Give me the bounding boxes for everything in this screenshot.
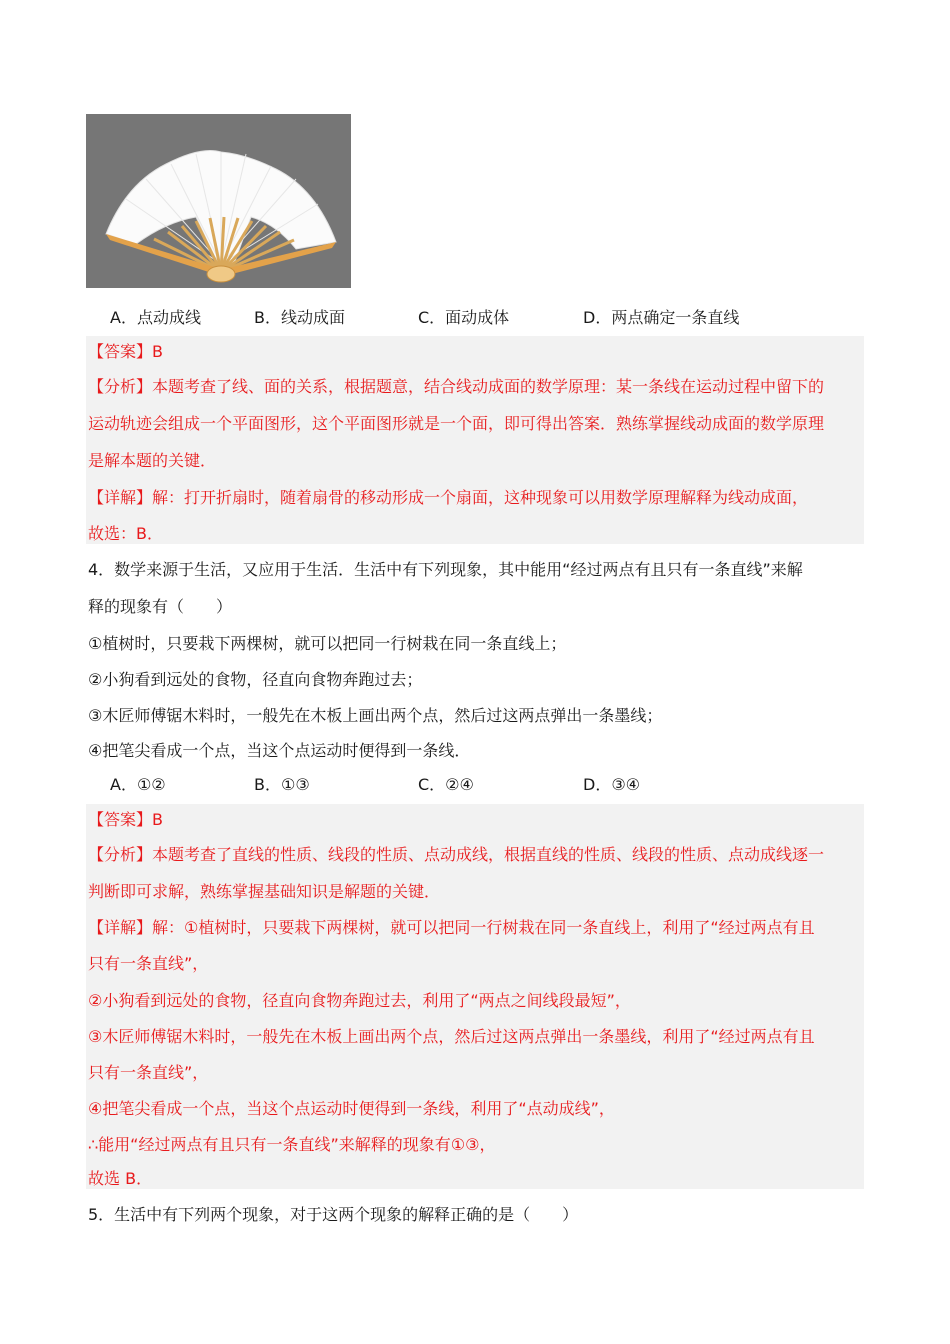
q4-item-4: ④把笔尖看成一个点，当这个点运动时便得到一条线． xyxy=(88,741,471,760)
q3-answer-box xyxy=(86,336,864,544)
q5-stem: 5．生活中有下列两个现象，对于这两个现象的解释正确的是（ ） xyxy=(88,1205,579,1224)
q4-analysis-line-1: 【分析】本题考查了直线的性质、线段的性质、点动成线，根据直线的性质、线段的性质、点动成线逐一 xyxy=(88,845,825,864)
q4-option-c: C．②④ xyxy=(418,775,474,794)
q3-analysis-line-1: 【分析】本题考查了线、面的关系，根据题意，结合线动成面的数学原理：某一条线在运动过程中留下的 xyxy=(88,377,825,396)
q4-detail-line-6: ④把笔尖看成一个点，当这个点运动时便得到一条线，利用了“点动成线”， xyxy=(88,1099,615,1118)
q3-options xyxy=(110,305,810,327)
q4-answer-box xyxy=(86,804,864,1189)
folding-fan-image xyxy=(86,114,351,288)
q3-detail-line-1: 【详解】解：打开折扇时，随着扇骨的移动形成一个扇面，这种现象可以用数学原理解释为线动成面， xyxy=(88,488,809,507)
q4-detail-line-4: ③木匠师傅锯木料时，一般先在木板上画出两个点，然后过这两点弹出一条墨线，利用了“经过两点有且 xyxy=(88,1027,815,1046)
q4-detail-line-2: 只有一条直线”， xyxy=(88,954,209,973)
q3-analysis-line-3: 是解本题的关键． xyxy=(88,451,217,470)
q4-stem-line-1: 4．数学来源于生活，又应用于生活．生活中有下列现象，其中能用“经过两点有且只有一条直线”来解 xyxy=(88,560,803,579)
q4-analysis-line-2: 判断即可求解，熟练掌握基础知识是解题的关键． xyxy=(88,882,441,901)
q4-answer: 【答案】B xyxy=(88,810,163,829)
q4-option-a: A．①② xyxy=(110,775,166,794)
q4-detail-line-5: 只有一条直线”， xyxy=(88,1063,209,1082)
q4-stem-line-2: 释的现象有（ ） xyxy=(88,597,233,616)
q4-option-d: D．③④ xyxy=(583,775,641,794)
q4-item-1: ①植树时，只要栽下两棵树，就可以把同一行树栽在同一条直线上； xyxy=(88,634,567,653)
fan-illustration xyxy=(86,114,351,288)
q4-item-3: ③木匠师傅锯木料时，一般先在木板上画出两个点，然后过这两点弹出一条墨线； xyxy=(88,706,663,725)
q3-option-d: D．两点确定一条直线 xyxy=(583,308,740,327)
q4-options xyxy=(110,772,810,794)
q4-detail-line-8: 故选 B． xyxy=(88,1169,153,1188)
q4-detail-line-1: 【详解】解：①植树时，只要栽下两棵树，就可以把同一行树栽在同一条直线上，利用了“经过两点有且 xyxy=(88,918,815,937)
q4-item-2: ②小狗看到远处的食物，径直向食物奔跑过去； xyxy=(88,670,423,689)
q4-detail-line-3: ②小狗看到远处的食物，径直向食物奔跑过去，利用了“两点之间线段最短”， xyxy=(88,991,631,1010)
q3-answer: 【答案】B xyxy=(88,342,163,361)
q3-option-c: C．面动成体 xyxy=(418,308,510,327)
q3-option-a: A．点动成线 xyxy=(110,308,201,327)
q4-detail-line-7: ∴能用“经过两点有且只有一条直线”来解释的现象有①③， xyxy=(88,1135,496,1154)
q4-option-b: B．①③ xyxy=(254,775,310,794)
q3-option-b: B．线动成面 xyxy=(254,308,345,327)
q3-detail-line-2: 故选：B． xyxy=(88,524,163,543)
q3-analysis-line-2: 运动轨迹会组成一个平面图形，这个平面图形就是一个面，即可得出答案．熟练掌握线动成面的数学原理 xyxy=(88,414,825,433)
